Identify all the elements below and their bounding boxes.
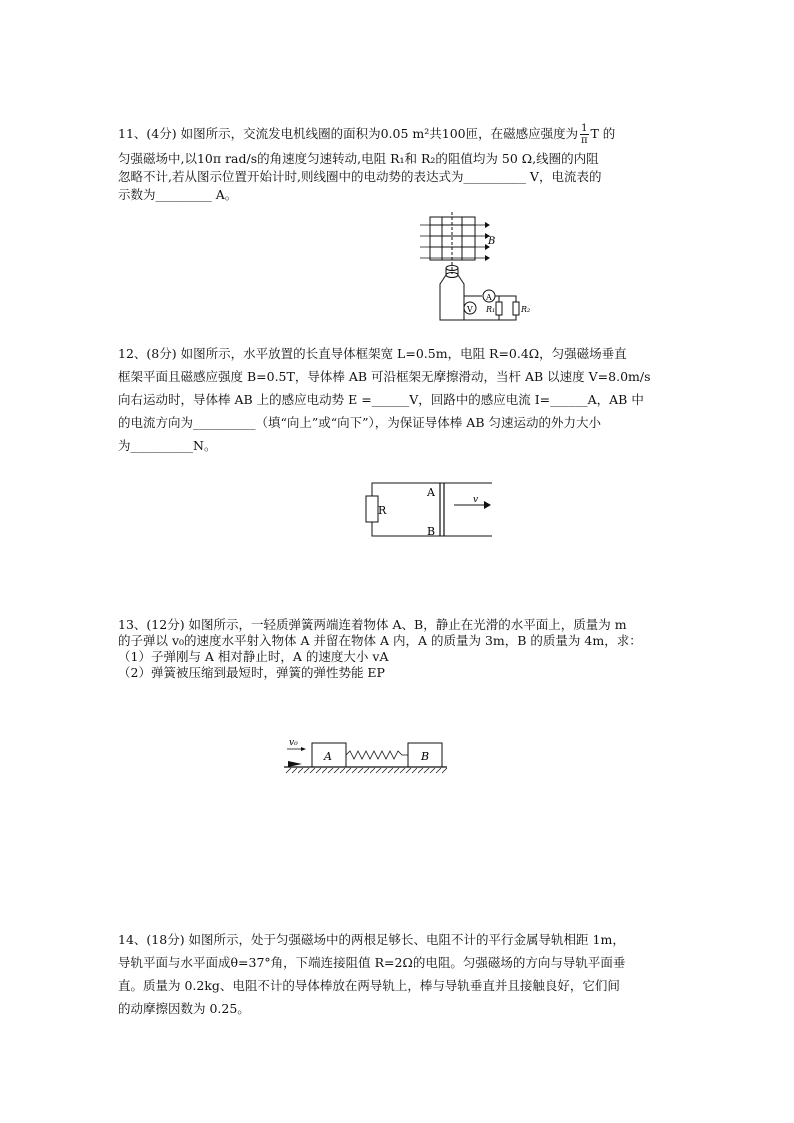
q11-line-3: 忽略不计,若从图示位置开始计时,则线圈中的电动势的表达式为__________ V，电流表的 [118,169,602,184]
q12-label-A: A [427,486,435,499]
q13-spring-figure [282,735,450,777]
q14-line-1: 14、(18分) 如图所示，处于匀强磁场中的两根足够长、电阻不计的平行金属导轨相距 1m， [118,932,625,947]
q13-line-1: 13、(12分) 如图所示，一轻质弹簧两端连着物体 A、B，静止在光滑的水平面上，质量为 m [118,617,627,632]
q12-line-3: 向右运动时，导体棒 AB 上的感应电动势 E =______V，回路中的感应电流 I=______A，AB 中 [118,392,644,407]
q11-fraction: $\frac{1}{\pi}$ [581,123,588,146]
q14-line-3: 直。质量为 0.2kg、电阻不计的导体棒放在两导轨上，棒与导轨垂直并且接触良好，它们间 [118,978,620,993]
q13-label-v0: v₀ [289,738,298,748]
q13-line-4: （2）弹簧被压缩到最短时，弹簧的弹性势能 EP [118,665,385,680]
q11-voltmeter-label: V [467,305,473,314]
q13-line-2: 的子弹以 v₀的速度水平射入物体 A 并留在物体 A 内，A 的质量为 3m，B 的质量为 4m，求： [118,633,642,648]
q11-line-1: 11、(4分) 如图所示，交流发电机线圈的面积为0.05 m²共100匝，在磁感应强度为 $\frac{1}{\pi}$ T 的 [118,123,616,146]
q11-label-R2: R₂ [521,305,531,314]
q11-ammeter-label: A [486,293,492,302]
q12-rail-figure [360,478,500,543]
q11-generator-figure [420,212,540,327]
q12-line-2: 框架平面且磁感应强度 B=0.5T，导体棒 AB 可沿框架无摩擦滑动，当杆 AB 以速度 V=8.0m/s [118,369,651,384]
q13-label-B: B [421,750,430,763]
q12-label-B: B [427,525,436,538]
q12-label-R: R [378,504,387,517]
q12-line-5: 为__________N。 [118,438,217,453]
q14-line-4: 的动摩擦因数为 0.25。 [118,1001,250,1016]
q14-line-2: 导轨平面与水平面成θ=37°角，下端连接阻值 R=2Ω的电阻。匀强磁场的方向与导轨平面垂 [118,955,626,970]
q11-label-R1: R₁ [486,305,496,314]
q11-line-4: 示数为_________ A。 [118,187,238,202]
q13-line-3: （1）子弹刚与 A 相对静止时，A 的速度大小 vA [118,649,389,664]
q12-label-v: v [473,495,479,505]
q13-label-A: A [324,750,332,763]
q12-line-1: 12、(8分) 如图所示，水平放置的长直导体框架宽 L=0.5m，电阻 R=0.4Ω，匀强磁场垂直 [118,346,627,361]
q11-line-2: 匀强磁场中,以10π rad/s的角速度匀速转动,电阻 R₁和 R₂的阻值均为 50 Ω,线圈的内阻 [118,151,599,166]
q11-label-B: B [488,236,496,247]
q12-line-4: 的电流方向为__________（填“向上”或“向下”），为保证导体棒 AB 匀速运动的外力大小 [118,415,601,430]
